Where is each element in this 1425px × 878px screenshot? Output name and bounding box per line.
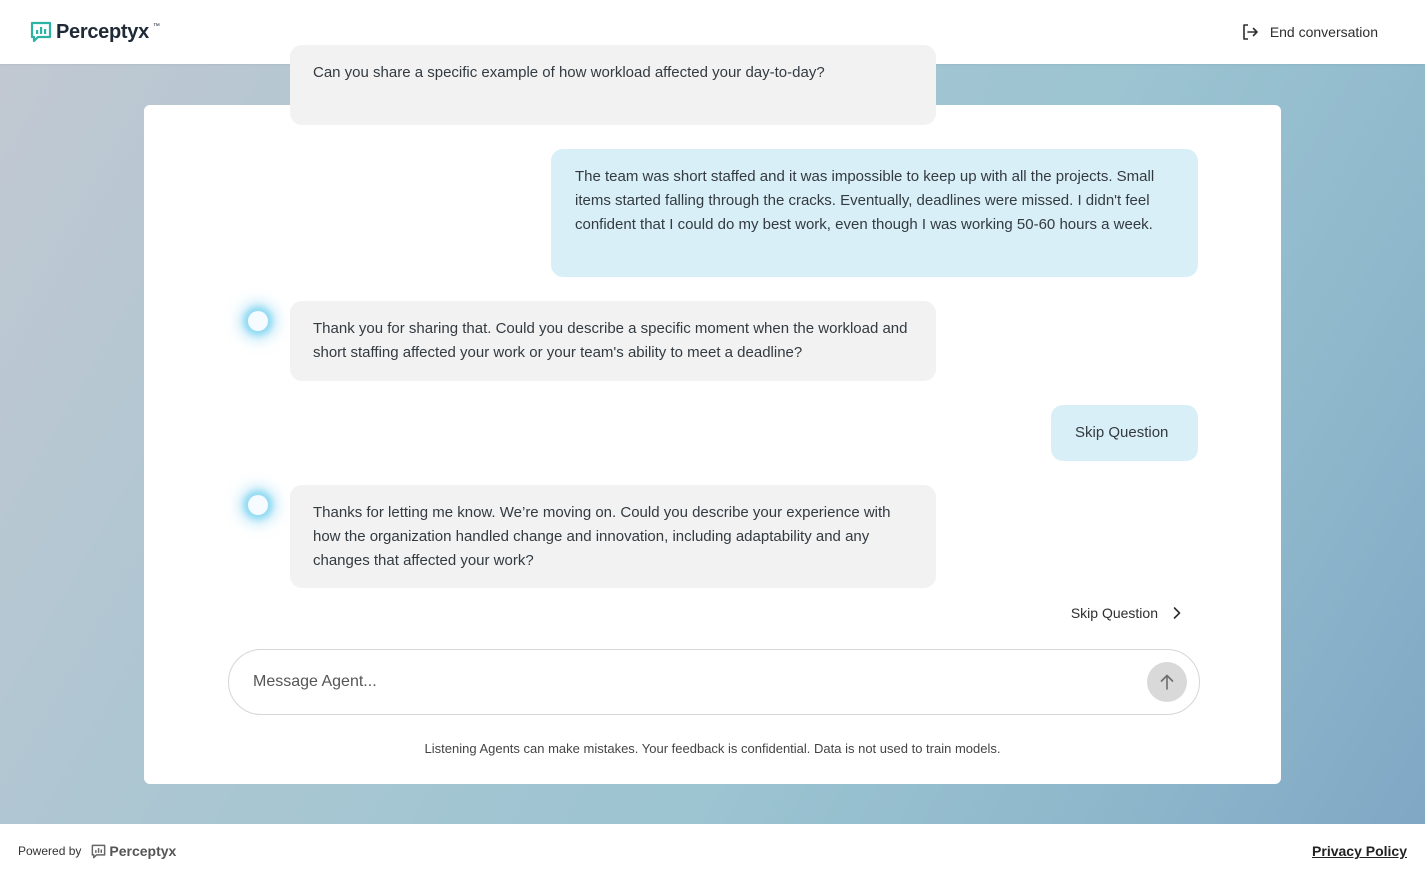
agent-message: Thank you for sharing that. Could you describe a specific moment when the workload and short staffing affected your work or your team's ability to meet a deadline? [290, 301, 936, 381]
send-button[interactable] [1147, 662, 1187, 702]
skip-question-label: Skip Question [1070, 605, 1158, 621]
powered-by [18, 843, 176, 859]
powered-by-label: Powered by [18, 844, 82, 858]
agent-avatar-orb [248, 311, 268, 331]
arrow-up-icon [1158, 673, 1176, 691]
trademark: ™ [152, 22, 160, 30]
chevron-right-icon [1170, 606, 1184, 620]
exit-icon [1241, 23, 1259, 41]
agent-message: Can you share a specific example of how workload affected your day-to-day? [290, 45, 936, 125]
page-footer [0, 824, 1425, 878]
message-input[interactable] [253, 673, 1147, 691]
agent-message: Thanks for letting me know. We’re moving on. Could you describe your experience with how the organization handled change and innovation, including adaptability and any changes that affected your work? [290, 485, 936, 588]
perceptyx-logo-icon [30, 21, 52, 43]
skip-question-button[interactable] [1071, 605, 1184, 621]
perceptyx-logo[interactable] [30, 21, 160, 44]
footer-logo [91, 843, 176, 859]
chat-card [144, 64, 1281, 784]
end-conversation-button[interactable] [1241, 23, 1378, 41]
privacy-policy-link[interactable]: Privacy Policy [1312, 843, 1407, 859]
footer-brand-name: Perceptyx [109, 843, 177, 859]
user-message: Skip Question [1051, 405, 1198, 461]
user-message: The team was short staffed and it was impossible to keep up with all the projects. Small items started falling through the cracks. Eventually, deadlines were missed. I didn't feel confident that I could do my best work, even though I was working 50-60 hours a week. [551, 149, 1198, 277]
agent-avatar-orb [248, 495, 268, 515]
perceptyx-logo-icon [91, 844, 106, 859]
brand-name: Perceptyx [56, 20, 149, 43]
end-conversation-label: End conversation [1269, 24, 1378, 40]
message-composer [228, 649, 1200, 715]
disclaimer-text: Listening Agents can make mistakes. Your feedback is confidential. Data is not used to train models. [424, 741, 1001, 756]
